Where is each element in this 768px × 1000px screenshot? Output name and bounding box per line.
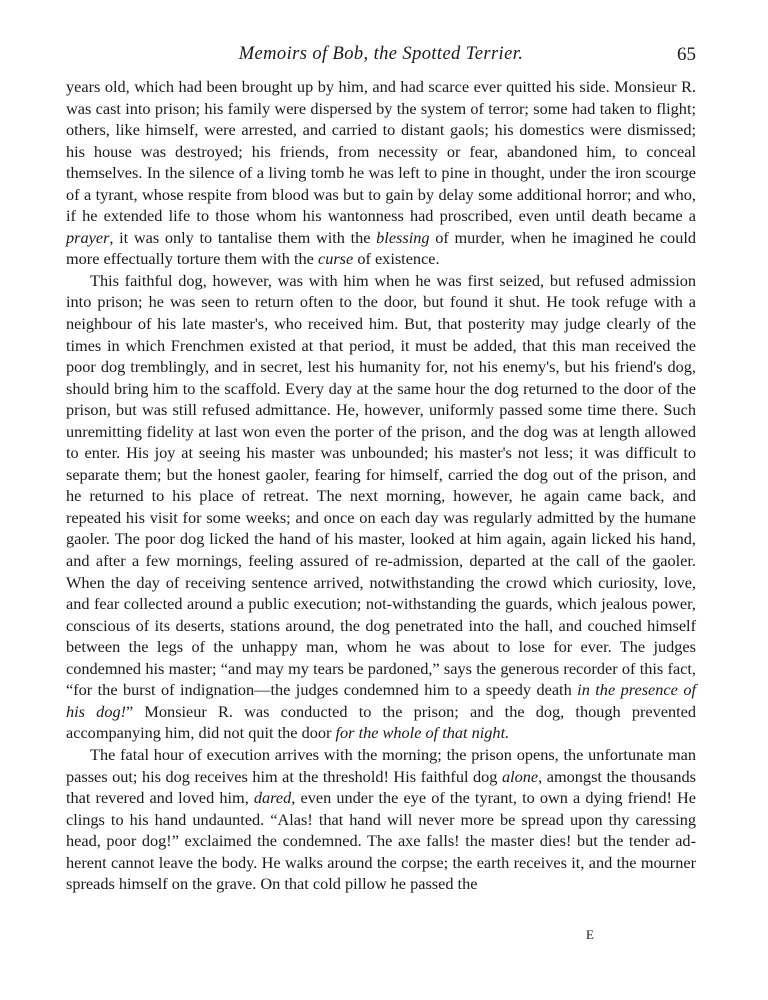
page-number: 65 xyxy=(677,44,696,65)
text-run: , even under the eye of the tyrant, to own a dying friend! He clings to his hand undaunted. “Alas! that hand will never more be spread upon thy caressing head, poor dog!” exclaimed the condemned. The axe falls! the master dies! but the tender ad-herent cannot leave the body. He walks around the corpse; the earth receives it, and the mourner spreads himself on the grave. On that cold pillow he passed the xyxy=(66,788,696,894)
italic-run: in the presence of his dog! xyxy=(66,680,696,721)
text-run: ” Monsieur R. was conducted to the prison; and the dog, though prevented accompanying him, did not quit the door xyxy=(66,701,697,743)
italic-run: blessing xyxy=(376,227,430,247)
running-title: Memoirs of Bob, the Spotted Terrier. xyxy=(238,44,524,64)
paragraph-1 xyxy=(66,76,696,270)
paragraph-2 xyxy=(66,270,696,744)
text-run: of murder, when he imagined he could more effectually torture them with the xyxy=(66,227,696,269)
text-run: years old, which had been brought up by him, and had scarce ever quitted his side. Monsieur R. was cast into prison; his family were dispersed by the system of terror; some had taken to flight; others, like himself, were arrested, and carried to distant gaols; his domestics were dismissed; his house was destroyed; his friends, from necessity or fear, abandoned him, to conceal themselves. In the silence of a living tomb he was left to pine in thought, under the iron scourge of a tyrant, whose respite from blood was but to gain by delay some additional horror; and who, if he extended life to those whom his wantonness had proscribed, even until death became a xyxy=(66,77,696,226)
text-run: The fatal hour of execution arrives with the morning; the prison opens, the unfortunate man passes out; his dog receives him at the threshold! His faithful dog xyxy=(66,744,696,786)
text-run: This faithful dog, however, was with him when he was first seized, but refused admission into prison; he was seen to return often to the door, but found it shut. He took refuge with a neighbour of his late master's, who received him. But, that posterity may judge clearly of the times in which Frenchmen existed at that period, it must be added, that this man received the poor dog tremblingly, and in secret, lest his humanity for, not his enemy's, but his friend's dog, should bring him to the scaffold. Every day at the same hour the dog returned to the door of the prison, but was still refused admittance. He, however, uniformly passed some time there. Such unremitting fidelity at last won even the porter of the prison, and the dog was at length allowed to enter. His joy at seeing his master was unbounded; his master's not less; it was difficult to separate them; but the honest gaoler, fearing for himself, carried the dog out of the prison, and he returned to his place of retreat. The next morning, however, he again came back, and repeated his visit for some weeks; and once on each day was regularly admitted by the humane gaoler. The poor dog licked the hand of his master, looked at him again, again licked his hand, and after a few mornings, feeling assured of re-admission, departed at the call of the gaoler. When the day of receiving sentence arrived, notwithstanding the crowd which curiosity, love, and fear collected around a public execution; not-withstanding the guards, which jealous power, conscious of its deserts, stations around, the dog penetrated into the hall, and couched himself between the legs of the unhappy man, whom he was about to lose for ever. The judges condemned his master; “and may my tears be pardoned,” says the generous recorder of this fact, “for the burst of indignation—the judges condemned him to a speedy death xyxy=(66,270,696,700)
paragraph-3 xyxy=(66,744,696,895)
text-run: of existence. xyxy=(353,249,440,269)
text-run: , amongst the thousands that revered and loved him, xyxy=(66,766,697,808)
body-text xyxy=(66,76,696,895)
italic-run: dared xyxy=(253,788,292,808)
italic-run: for the whole of that night. xyxy=(335,723,510,743)
italic-run: alone xyxy=(501,766,539,786)
signature-mark: E xyxy=(586,927,595,942)
text-run: , it was only to tantalise them with the xyxy=(109,227,377,247)
italic-run: curse xyxy=(317,249,354,269)
italic-run: prayer xyxy=(66,227,110,247)
page-header xyxy=(66,44,696,70)
